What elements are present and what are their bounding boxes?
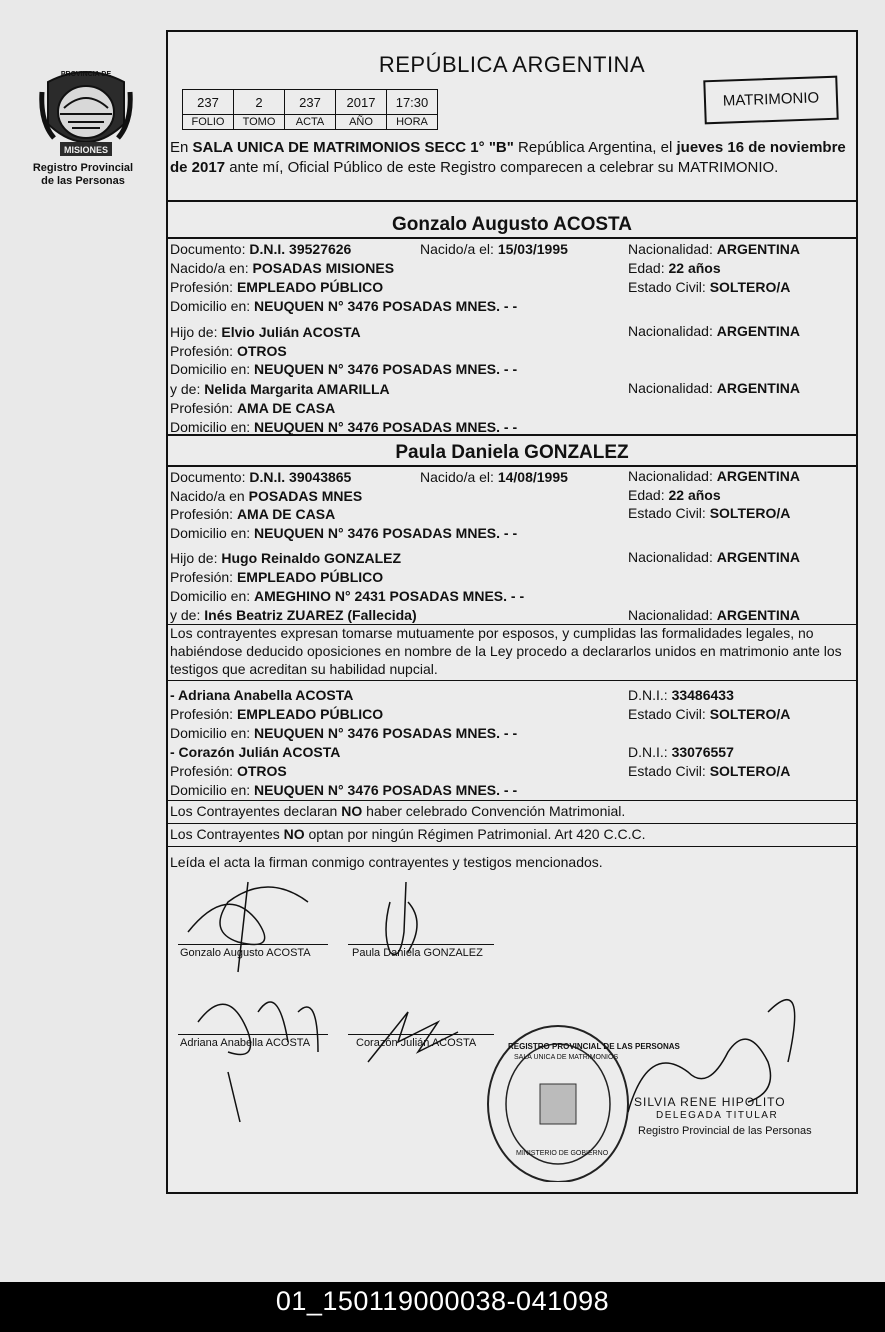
- divider: [168, 846, 856, 847]
- spouse1-father-nationality: Nacionalidad: ARGENTINA: [628, 323, 800, 339]
- document-code: 01_150119000038-041098: [275, 1286, 610, 1316]
- spouse1-civil-status: Estado Civil: SOLTERO/A: [628, 279, 791, 295]
- spouse2-profession: Profesión: AMA DE CASA: [170, 506, 336, 522]
- intro-suffix: ante mí, Oficial Público de este Registro comparecen a celebrar su MATRIMONIO.: [229, 159, 779, 176]
- spouse1-birthdate: Nacido/a el: 15/03/1995: [420, 241, 568, 257]
- registry-label: [28, 162, 138, 188]
- hora-value: 17:30: [387, 90, 438, 115]
- spouse1-profession: Profesión: EMPLEADO PÚBLICO: [170, 279, 384, 295]
- signature-label-1: Gonzalo Augusto ACOSTA: [180, 947, 311, 959]
- emblem-bottom-text: MISIONES: [63, 145, 109, 155]
- signature-line: [178, 1034, 328, 1035]
- spouse1-mother: y de: Nelida Margarita AMARILLA: [170, 381, 390, 397]
- acta-value: 237: [285, 90, 336, 115]
- emblem-shield-icon: [38, 62, 134, 162]
- witness1-name: - Adriana Anabella ACOSTA: [170, 687, 354, 703]
- hora-label: HORA: [387, 115, 438, 130]
- signature-line: [348, 1034, 494, 1035]
- spouse1-father-profession: Profesión: OTROS: [170, 343, 287, 359]
- intro-prefix: En: [170, 139, 189, 156]
- registry-table: [182, 89, 438, 130]
- signature-line: [178, 944, 328, 945]
- convention-line2: Los Contrayentes NO optan por ningún Régimen Patrimonial. Art 420 C.C.C.: [170, 826, 646, 842]
- official-title: DELEGADA TITULAR: [656, 1110, 779, 1121]
- closing-paragraph: Los contrayentes expresan tomarse mutuamente por esposos, y cumplidas las formalidades legales, no habiéndose deducido oposiciones en nombre de la Ley procedo a declararlos unidos en matrimonio ante los testigos que acreditan su habilidad nupcial.: [170, 625, 842, 677]
- spouse2-father: Hijo de: Hugo Reinaldo GONZALEZ: [170, 550, 402, 566]
- signature-label-3: Adriana Anabella ACOSTA: [180, 1037, 311, 1049]
- spouse2-civil-status: Estado Civil: SOLTERO/A: [628, 505, 791, 521]
- spouse2-father-profession: Profesión: EMPLEADO PÚBLICO: [170, 569, 384, 585]
- witness1-civil-status: Estado Civil: SOLTERO/A: [628, 706, 791, 722]
- marriage-certificate-form: [166, 30, 858, 1194]
- registry-label-line1: Registro Provincial: [32, 162, 134, 174]
- divider: [168, 200, 856, 202]
- stamp-bottom-text: MINISTERIO DE GOBIERNO: [516, 1150, 609, 1157]
- witness1-address: Domicilio en: NEUQUEN N° 3476 POSADAS MNES. - -: [170, 725, 518, 741]
- spouse2-father-address: Domicilio en: AMEGHINO N° 2431 POSADAS MNES. - -: [170, 588, 525, 604]
- signature-line: [348, 944, 494, 945]
- spouse1-name: Gonzalo Augusto ACOSTA: [392, 214, 632, 235]
- official-name: SILVIA RENE HIPOLITO: [634, 1095, 786, 1109]
- spouse1-address: Domicilio en: NEUQUEN N° 3476 POSADAS MNES. - -: [170, 298, 518, 314]
- page-title: REPÚBLICA ARGENTINA: [378, 52, 646, 77]
- witness2-dni: D.N.I.: 33076557: [628, 744, 734, 760]
- divider: [168, 680, 856, 681]
- spouse1-mother-profession: Profesión: AMA DE CASA: [170, 400, 336, 416]
- spouse1-nationality: Nacionalidad: ARGENTINA: [628, 241, 800, 257]
- spouse2-birthplace: Nacido/a en POSADAS MNES: [170, 488, 363, 504]
- tomo-label: TOMO: [234, 115, 285, 130]
- intro-paragraph: [170, 138, 852, 178]
- spouse1-mother-nationality: Nacionalidad: ARGENTINA: [628, 380, 800, 396]
- spouse1-father: Hijo de: Elvio Julián ACOSTA: [170, 324, 361, 340]
- spouse2-documento: Documento: D.N.I. 39043865: [170, 469, 352, 485]
- witness2-address: Domicilio en: NEUQUEN N° 3476 POSADAS MNES. - -: [170, 782, 518, 798]
- folio-label: FOLIO: [183, 115, 234, 130]
- convention-line1: Los Contrayentes declaran NO haber celebrado Convención Matrimonial.: [170, 803, 626, 819]
- spouse2-mother: y de: Inés Beatriz ZUAREZ (Fallecida): [170, 607, 417, 623]
- stamp-inner-text: SALA UNICA DE MATRIMONIOS: [514, 1054, 619, 1061]
- spouse1-age: Edad: 22 años: [628, 260, 721, 276]
- signature-label-2: Paula Daniela GONZALEZ: [352, 947, 483, 959]
- official-org: Registro Provincial de las Personas: [638, 1125, 812, 1137]
- spouse2-mother-nationality: Nacionalidad: ARGENTINA: [628, 607, 800, 623]
- spouse2-age: Edad: 22 años: [628, 487, 721, 503]
- divider: [168, 823, 856, 824]
- divider: [168, 800, 856, 801]
- document-type-box: MATRIMONIO: [703, 76, 838, 125]
- spouse1-father-address: Domicilio en: NEUQUEN N° 3476 POSADAS MNES. - -: [170, 361, 518, 377]
- divider: [168, 465, 856, 467]
- witness2-profession: Profesión: OTROS: [170, 763, 287, 779]
- emblem-top-text: PROVINCIA DE: [60, 71, 112, 78]
- folio-value: 237: [183, 90, 234, 115]
- witness1-dni: D.N.I.: 33486433: [628, 687, 734, 703]
- witness2-civil-status: Estado Civil: SOLTERO/A: [628, 763, 791, 779]
- acta-label: ACTA: [285, 115, 336, 130]
- signature-3-icon: [198, 1002, 318, 1122]
- spouse1-documento: Documento: D.N.I. 39527626: [170, 241, 352, 257]
- divider: [168, 237, 856, 239]
- tomo-value: 2: [234, 90, 285, 115]
- spouse2-name: Paula Daniela GONZALEZ: [395, 442, 629, 463]
- signature-label-4: Corazón Julián ACOSTA: [356, 1037, 477, 1049]
- intro-office: SALA UNICA DE MATRIMONIOS SECC 1° "B": [192, 139, 514, 156]
- spouse2-birthdate: Nacido/a el: 14/08/1995: [420, 469, 568, 485]
- spouse2-address: Domicilio en: NEUQUEN N° 3476 POSADAS MNES. - -: [170, 525, 518, 541]
- stamp-text: REGISTRO PROVINCIAL DE LAS PERSONAS: [508, 1042, 680, 1051]
- spouse1-birthplace: Nacido/a en: POSADAS MISIONES: [170, 260, 395, 276]
- spouse2-father-nationality: Nacionalidad: ARGENTINA: [628, 549, 800, 565]
- anio-value: 2017: [336, 90, 387, 115]
- province-emblem: [38, 62, 134, 162]
- witness1-profession: Profesión: EMPLEADO PÚBLICO: [170, 706, 384, 722]
- anio-label: AÑO: [336, 115, 387, 130]
- signature-intro: Leída el acta la firman conmigo contrayentes y testigos mencionados.: [170, 854, 603, 870]
- intro-date: jueves 16 de noviembre de 2017: [170, 139, 846, 176]
- spouse2-nationality: Nacionalidad: ARGENTINA: [628, 468, 800, 484]
- spouse1-mother-address: Domicilio en: NEUQUEN N° 3476 POSADAS MNES. - -: [170, 419, 518, 435]
- witness2-name: - Corazón Julián ACOSTA: [170, 744, 341, 760]
- intro-mid: República Argentina, el: [518, 139, 673, 156]
- registry-label-line2: de las Personas: [41, 175, 125, 187]
- divider: [168, 434, 856, 436]
